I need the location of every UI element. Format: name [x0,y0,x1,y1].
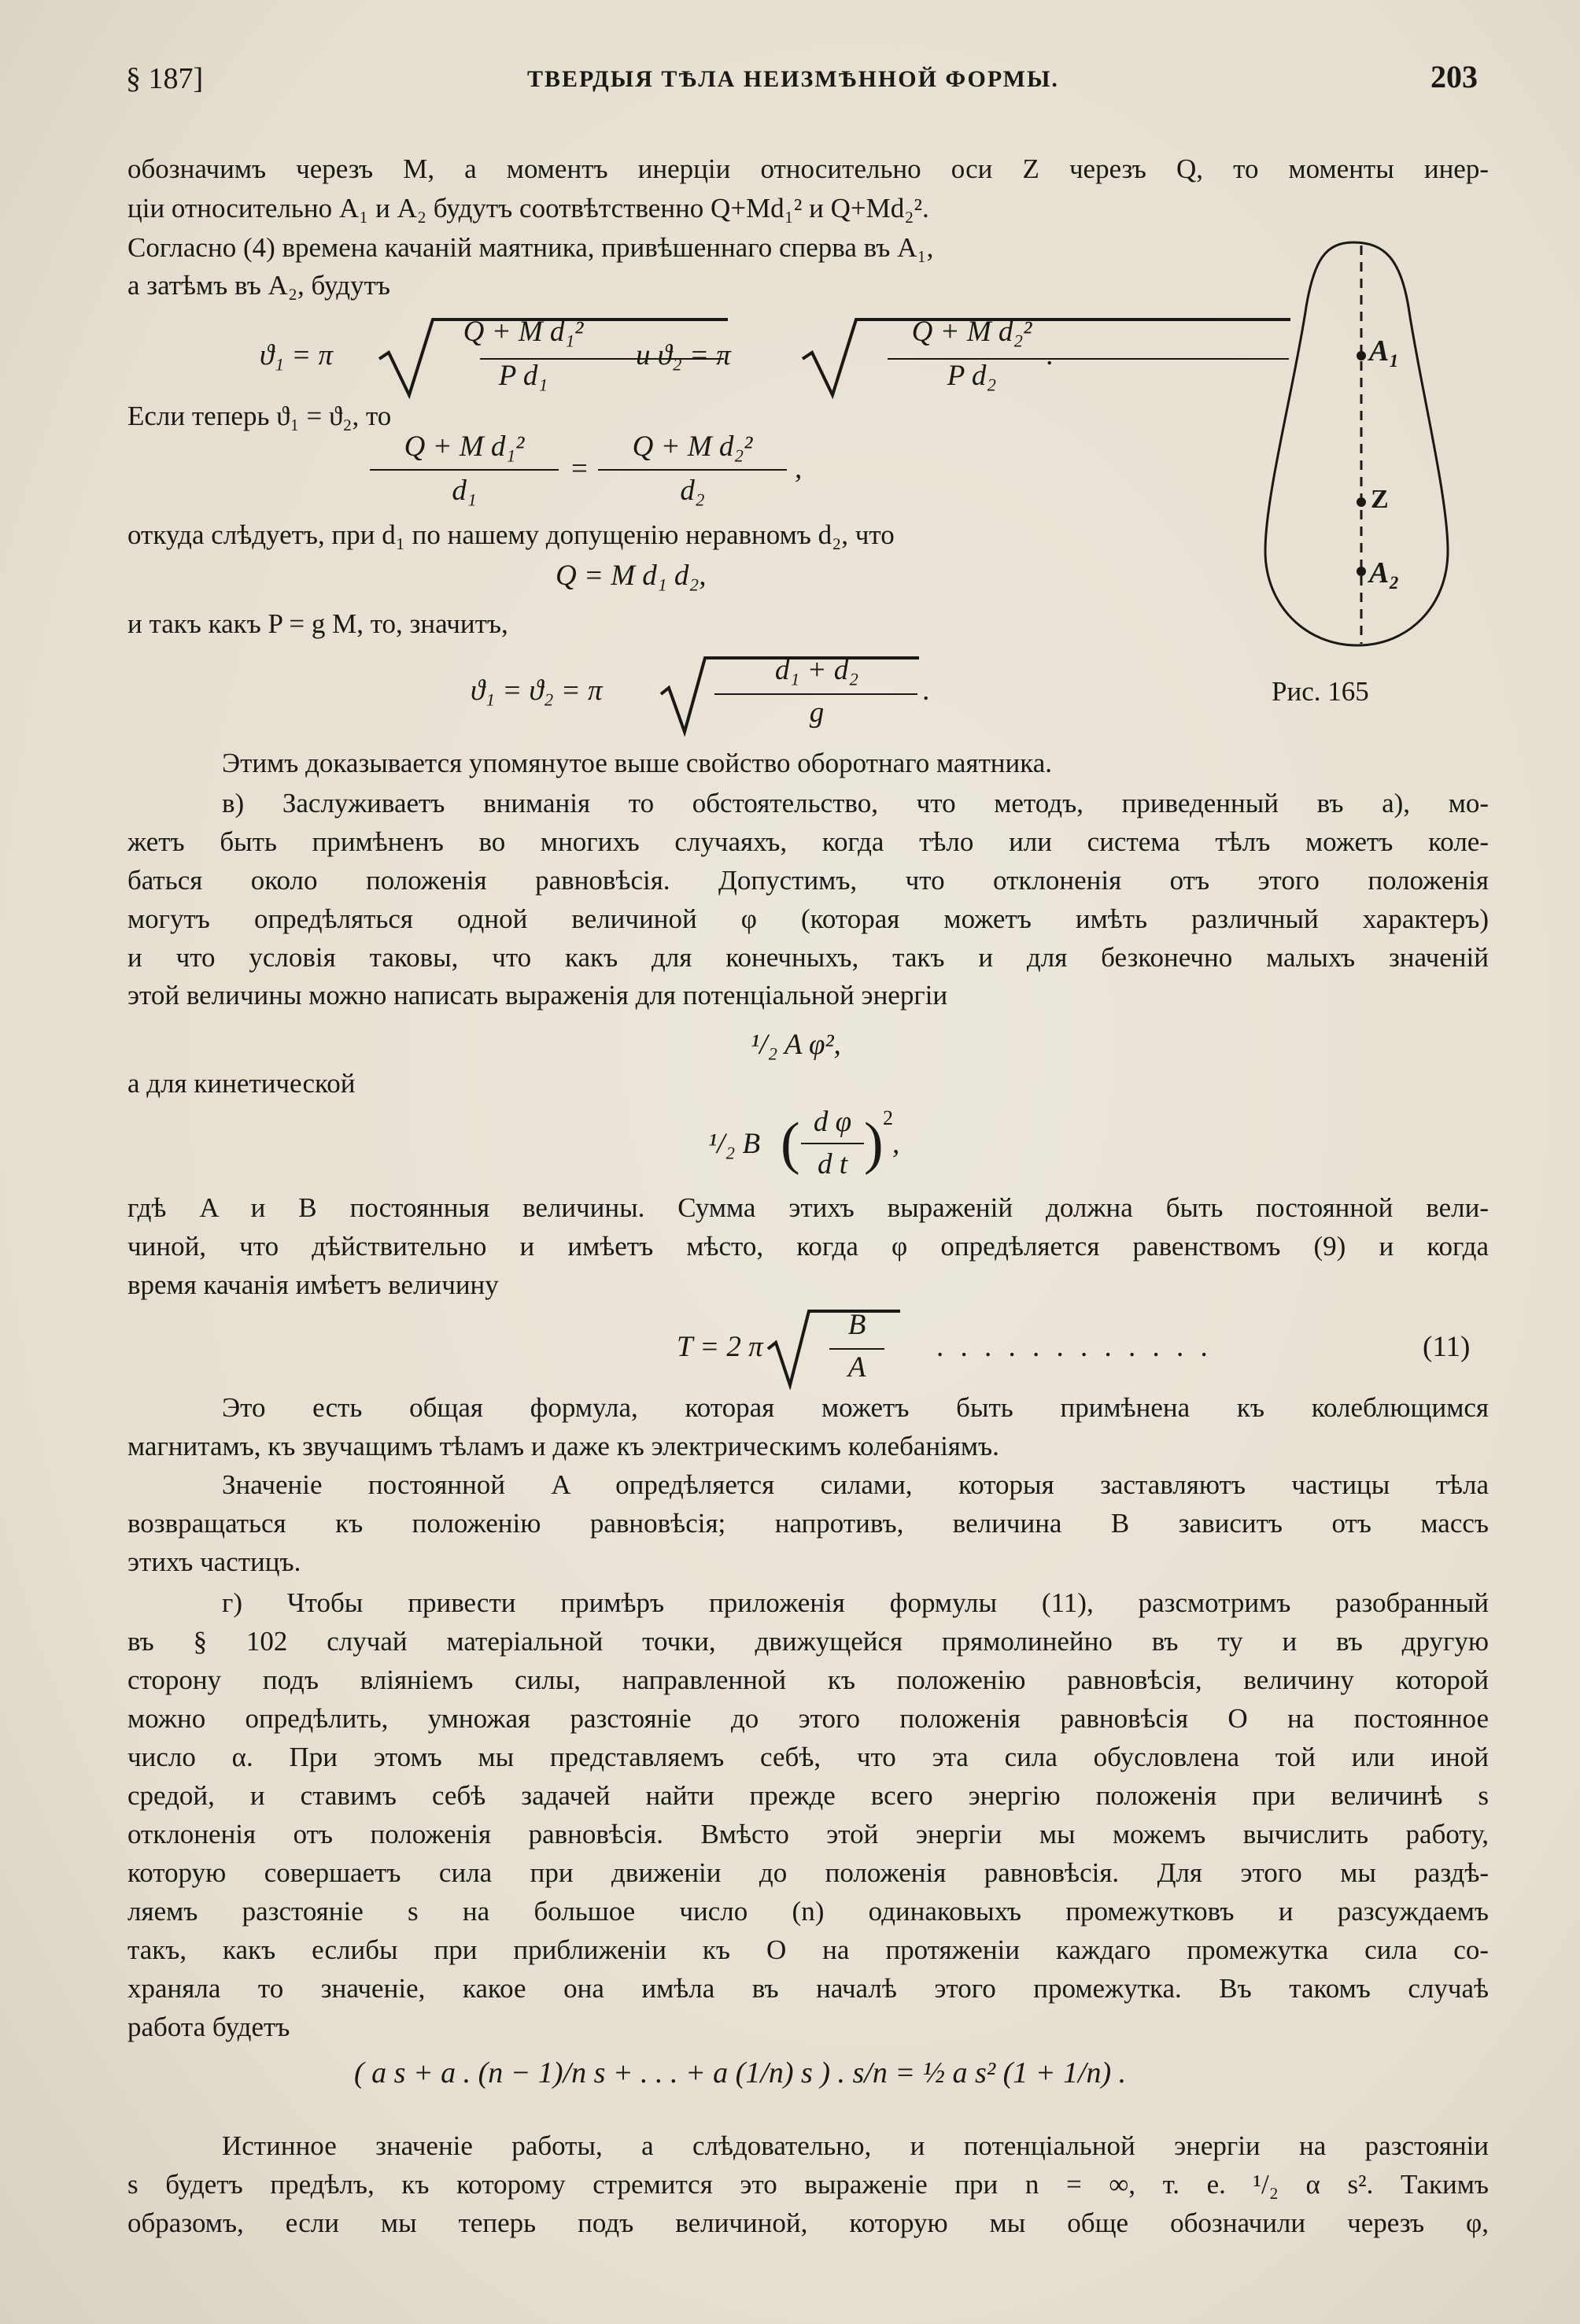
text-line: Этимъ доказывается упомянутое выше свойство оборотнаго маятника. [222,748,1053,778]
formula-numerator: B [847,1309,866,1341]
figure-caption: Рис. 165 [1272,676,1369,707]
text-line: ціи относительно A₁ и A₂ будутъ соотвѣтственно Q+Md₁² и Q+Md₂². [127,193,929,224]
text-line: средой, и ставимъ себѣ задачей найти прежде всего энергію положенія при величинѣ s [127,1780,1489,1811]
formula-numerator: Q + M d₂² [911,316,1032,348]
text-line: число α. При этомъ мы представляемъ себѣ, что эта сила обусловлена той или иной [127,1742,1489,1772]
formula-numerator: Q + M d₁² [404,430,525,463]
formula-denominator: d₂ [680,475,705,507]
text-line: можно опредѣлить, умножая разстояніе до этого положенія равновѣсія O на постоянное [127,1703,1489,1734]
text-line: Это есть общая формула, которая можетъ быть примѣнена къ колеблющимся [222,1392,1489,1423]
pendulum-drawing [1251,236,1456,661]
formula-numerator: Q + M d₂² [632,430,753,463]
text-line: этой величины можно написать выраженія для потенціальной энергіи [127,980,948,1011]
text-line: и такъ какъ P = g M, то, значитъ, [127,608,508,639]
paren-left: ( [781,1111,800,1176]
text-line: такъ, какъ еслибы при приближеніи къ O на протяженіи каждаго промежутка сила со- [127,1934,1489,1965]
label-a2: A₂ [1369,556,1400,589]
running-title: ТВЕРДЫЯ ТѢЛА НЕИЗМѢННОЙ ФОРМЫ. [527,66,1059,92]
figure-165 [1251,236,1456,661]
fraction-bar [801,1143,864,1144]
text-line: могутъ опредѣляться одной величиной φ (которая можетъ имѣть различный характеръ) [127,903,1489,934]
text-line: откуда слѣдуетъ, при d₁ по нашему допущенію неравномъ d₂, что [127,519,895,550]
label-a1: A₁ [1369,334,1400,368]
formula-part: . [923,674,931,707]
paragraph-v [127,784,1489,823]
formula-numerator: d φ [813,1106,852,1138]
formula-q: Q = M d₁ d₂, [556,560,707,592]
text-line: этихъ частицъ. [127,1546,301,1577]
formula-part: = [571,453,588,485]
formula-part: ϑ₁ = π [260,339,334,371]
text-line: которую совершаетъ сила при движеніи до положенія равновѣсія. Для этого мы раздѣ- [127,1857,1489,1888]
formula-numerator: Q + M d₁² [463,316,584,348]
page-number: 203 [1430,59,1478,94]
text-line: магнитамъ, къ звучащимъ тѣламъ и даже къ электрическимъ колебаніямъ. [127,1431,999,1461]
text-line: Согласно (4) времена качаній маятника, привѣшеннаго сперва въ A₁, [127,232,934,263]
text-line: Значеніе постоянной A опредѣляется силами, которыя заставляютъ частицы тѣла [222,1469,1489,1500]
formula-denominator: d t [817,1148,848,1180]
formula-part: ¹/₂ B [708,1128,761,1160]
text-line: храняла то значеніе, какое она имѣла въ началѣ этого промежутка. Въ такомъ случаѣ [127,1973,1489,2004]
formula-denominator: g [809,696,825,729]
text-line: а для кинетической [127,1068,356,1099]
formula-denominator: P d₁ [498,360,548,392]
formula-part: ϑ₁ = ϑ₂ = π [471,674,603,707]
text-line: Если теперь ϑ₁ = ϑ₂, то [127,401,392,431]
text-line: работа будетъ [127,2012,290,2042]
formula-part: . [1047,339,1054,371]
formula-denominator: d₁ [452,475,477,507]
text-line: время качанія имѣетъ величину [127,1269,499,1300]
formula-part: , [795,453,803,485]
fraction-bar [598,469,787,471]
text-line: въ § 102 случай матеріальной точки, движущейся прямолинейно въ ту и въ другую [127,1626,1489,1657]
text-line: и что условія таковы, что какъ для конечныхъ, такъ и для безконечно малыхъ значеній [127,942,1489,973]
text-line: г) Чтобы привести примѣръ приложенія формулы (11), разсмотримъ разобранный [222,1587,1489,1618]
formula-part: и ϑ₂ = π [636,339,731,371]
formula-work: ( a s + a . (n − 1)/n s + . . . + a (1/n) s ) . s/n = ½ a s² (1 + 1/n) . [354,2056,1127,2089]
text-line: Истинное значеніе работы, а слѣдовательно, и потенціальной энергіи на разстояніи [222,2130,1489,2161]
text-line: баться около положенія равновѣсія. Допустимъ, что отклоненія отъ этого положенія [127,865,1489,896]
formula-denominator: A [847,1351,866,1384]
fraction-bar [370,469,559,471]
text-line: s будетъ предѣлъ, къ которому стремится это выраженіе при n = ∞, т. е. ¹/₂ α s². Такимъ [127,2169,1489,2200]
text-line: жетъ быть примѣненъ во многихъ случаяхъ, когда тѣло или система тѣлъ можетъ коле- [127,826,1489,857]
formula-period [677,1303,1495,1390]
formula-part: , [892,1128,900,1160]
formula-numerator: d₁ + d₂ [774,654,859,686]
text-line: а затѣмъ въ A₂, будутъ [127,270,390,301]
text-line: ляемъ разстояніе s на большое число (n) одинаковыхъ промежутковъ и разсуждаемъ [127,1896,1489,1927]
equation-number: (11) [1423,1331,1471,1363]
leader-dots: . . . . . . . . . . . . [936,1331,1213,1363]
paren-right: ) [864,1111,884,1176]
text-line: обозначимъ черезъ M, а моментъ инерціи относительно оси Z черезъ Q, то моменты инер- [127,153,1489,184]
text-line: в) Заслуживаетъ вниманія то обстоятельство, что методъ, приведенный въ а), мо- [222,788,1489,818]
text-line: сторону подъ вліяніемъ силы, направленной къ положенію равновѣсія, величину которой [127,1664,1489,1695]
text-line: возвращаться къ положенію равновѣсія; напротивъ, величина B зависитъ отъ массъ [127,1508,1489,1539]
text-line: чиной, что дѣйствительно и имѣетъ мѣсто, когда φ опредѣляется равенствомъ (9) и когда [127,1231,1489,1262]
text-line: гдѣ A и B постоянныя величины. Сумма этихъ выраженій должна быть постоянной вели- [127,1192,1489,1223]
label-z: Z [1371,485,1389,514]
text-line: отклоненія отъ положенія равновѣсія. Вмѣсто этой энергіи мы можемъ вычислить работу, [127,1819,1489,1849]
section-marker: § 187] [126,62,204,95]
formula-potential: ¹/₂ A φ², [751,1029,841,1061]
formula-part: T = 2 π [677,1331,763,1363]
exponent: 2 [883,1107,893,1129]
formula-denominator: P d₂ [947,360,997,392]
text-line: образомъ, если мы теперь подъ величиной, которую мы обще обозначили черезъ φ, [127,2208,1489,2238]
